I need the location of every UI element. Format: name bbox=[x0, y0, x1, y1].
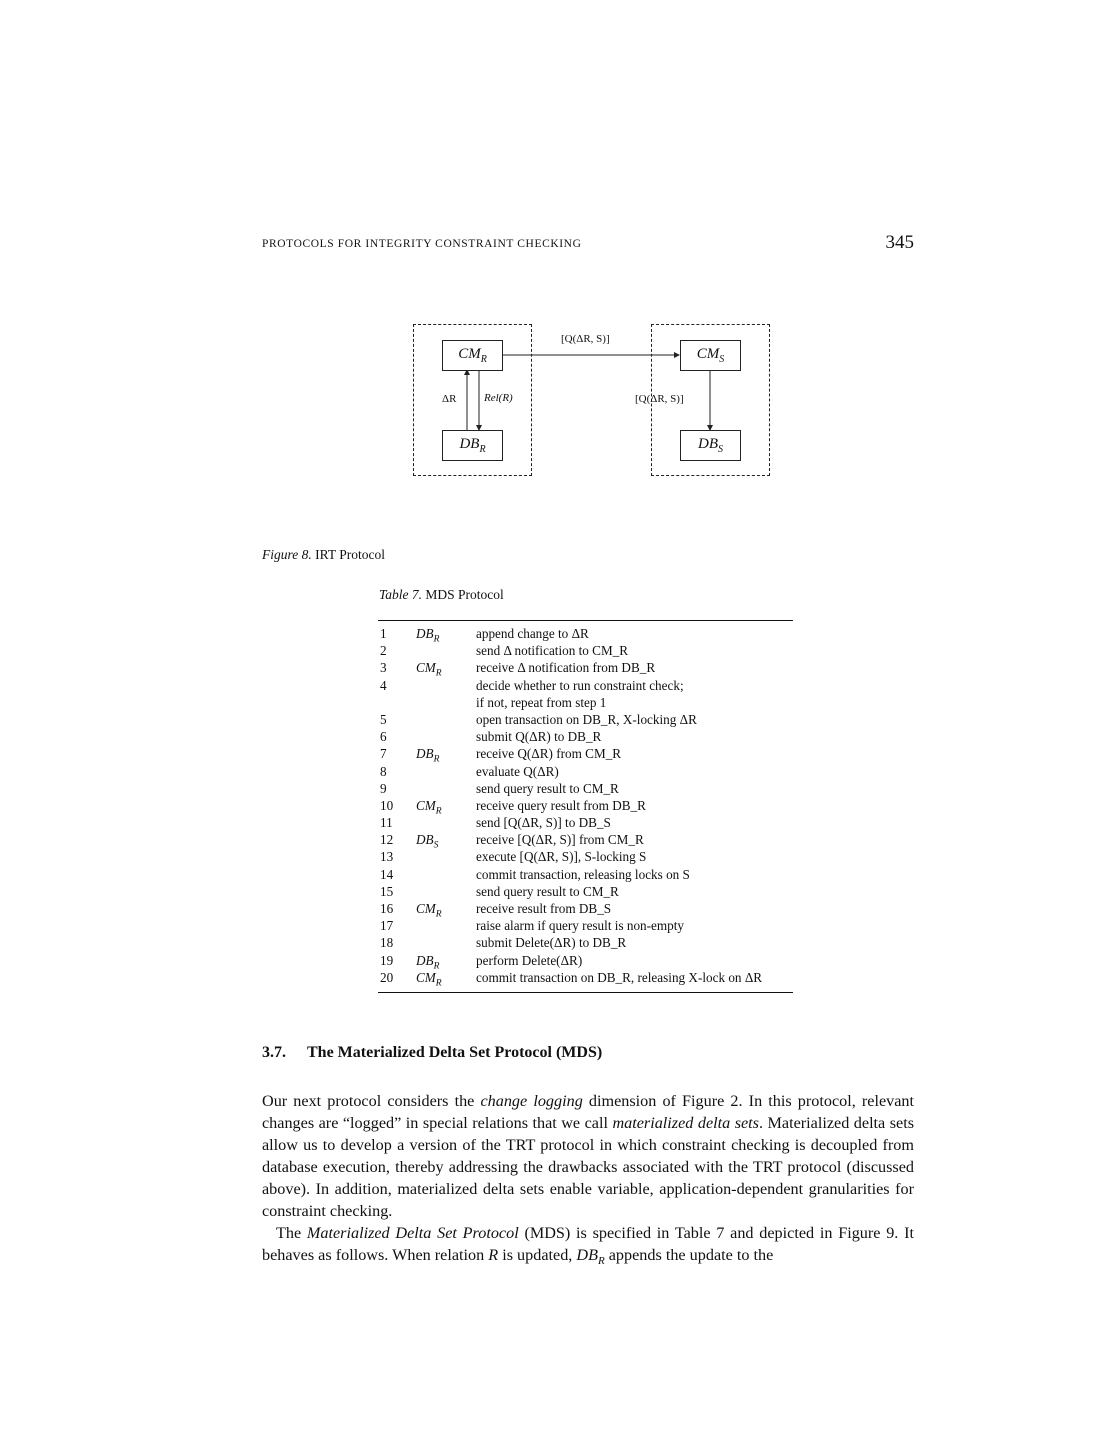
text-run: . Materialized delta sets allow us to develop a version of the TRT protocol in which constraint checking is decoupled from database execution, thereby addressing the drawbacks associated with the TRT protocol (discussed above). In addition, materialized delta sets enable variable, application-dependent granularities for constraint checking. bbox=[262, 1114, 915, 1220]
action: send query result to CM_R bbox=[476, 883, 619, 899]
table-row bbox=[378, 642, 793, 659]
top-arrow-label: [Q(ΔR, S)] bbox=[561, 333, 610, 345]
step-number: 14 bbox=[380, 866, 394, 882]
running-header bbox=[262, 232, 914, 256]
table-row bbox=[378, 659, 793, 680]
action: receive [Q(ΔR, S)] from CM_R bbox=[476, 832, 644, 848]
step-number: 7 bbox=[380, 746, 387, 762]
action: send [Q(ΔR, S)] to DB_S bbox=[476, 815, 611, 831]
actor bbox=[416, 917, 476, 934]
actor bbox=[416, 642, 476, 659]
action: send query result to CM_R bbox=[476, 780, 619, 796]
emphasis-change-logging: change logging bbox=[480, 1092, 583, 1110]
actor: $CM_R$ bbox=[416, 660, 442, 680]
table-row bbox=[378, 866, 793, 883]
db-r-label: $DB_R$ bbox=[459, 436, 486, 455]
step-number: 13 bbox=[380, 849, 394, 865]
actor: $CM_R$ bbox=[416, 969, 442, 989]
step-number: 4 bbox=[380, 677, 387, 693]
step-number: 3 bbox=[380, 660, 387, 676]
action: send Δ notification to CM_R bbox=[476, 643, 629, 659]
actor: $DB_R$ bbox=[416, 746, 440, 765]
step-number: 9 bbox=[380, 780, 387, 796]
step-number: 16 bbox=[380, 901, 394, 916]
emphasis-protocol-name: Materialized Delta Set Protocol bbox=[306, 1224, 519, 1242]
db-r-node bbox=[442, 430, 503, 461]
step-number: 17 bbox=[380, 918, 394, 934]
figure-caption-text: IRT Protocol bbox=[315, 547, 385, 562]
action: perform Delete(ΔR) bbox=[476, 952, 583, 968]
actor: $DB_R$ bbox=[416, 626, 440, 645]
action: receive Q(ΔR) from CM_R bbox=[476, 746, 622, 762]
step-number: 20 bbox=[380, 969, 394, 985]
step-number: 11 bbox=[380, 815, 393, 831]
delta-r-label: ΔR bbox=[442, 393, 457, 405]
actor bbox=[416, 677, 476, 694]
table-row bbox=[378, 625, 793, 645]
table-row bbox=[378, 677, 793, 694]
table-row bbox=[378, 952, 793, 972]
math-r: R bbox=[488, 1246, 499, 1264]
actor bbox=[416, 728, 476, 745]
cm-r-label: $CM_R$ bbox=[458, 346, 487, 365]
actor bbox=[416, 780, 476, 797]
page-number: 345 bbox=[885, 232, 914, 253]
step-number: 15 bbox=[380, 883, 394, 899]
action: open transaction on DB_R, X-locking ΔR bbox=[476, 711, 697, 727]
figure-caption-label: Figure 8. bbox=[262, 547, 312, 562]
action: submit Delete(ΔR) to DB_R bbox=[476, 935, 627, 951]
step-number: 1 bbox=[380, 626, 387, 641]
action: decide whether to run constraint check; bbox=[476, 677, 684, 693]
action: append change to ΔR bbox=[476, 626, 589, 641]
actor bbox=[416, 694, 476, 711]
step-number: 10 bbox=[380, 797, 394, 813]
emphasis-materialized-delta-sets: materialized delta sets bbox=[612, 1114, 759, 1132]
body-paragraph-1 bbox=[262, 1090, 914, 1222]
db-s-node bbox=[680, 430, 741, 461]
actor bbox=[416, 814, 476, 831]
table-caption bbox=[379, 587, 504, 603]
text-run: The bbox=[276, 1224, 307, 1242]
action: commit transaction, releasing locks on S bbox=[476, 866, 690, 882]
cm-s-label: $CM_S$ bbox=[696, 346, 725, 365]
table-row bbox=[378, 917, 793, 934]
table-row bbox=[378, 780, 793, 797]
table-row bbox=[378, 814, 793, 831]
text-run: (MDS) is specified in Table 7 and depicted in Figure 9. It behaves as follows. When relation bbox=[262, 1224, 914, 1264]
table-row bbox=[378, 934, 793, 951]
table-row bbox=[378, 900, 793, 920]
math-db: DB bbox=[576, 1246, 598, 1264]
step-number: 8 bbox=[380, 763, 387, 779]
step-number: 12 bbox=[380, 832, 394, 848]
action: if not, repeat from step 1 bbox=[476, 694, 607, 710]
step-number: 19 bbox=[380, 952, 394, 968]
table-row bbox=[378, 883, 793, 900]
text-run: dimension of Figure 2. In this protocol, relevant changes are “logged” in special relations that we call bbox=[262, 1092, 915, 1132]
actor bbox=[416, 763, 476, 780]
table-caption-label: Table 7. bbox=[379, 587, 423, 602]
mds-protocol-table bbox=[378, 620, 793, 993]
action: receive query result from DB_R bbox=[476, 797, 646, 813]
action: submit Q(ΔR) to DB_R bbox=[476, 729, 602, 745]
step-number: 2 bbox=[380, 643, 387, 659]
actor: $CM_R$ bbox=[416, 901, 442, 920]
cm-s-node bbox=[680, 340, 741, 371]
right-arrow-label: [Q(ΔR, S)] bbox=[635, 393, 684, 405]
body-paragraph-2 bbox=[262, 1222, 914, 1272]
rel-r-label: Rel(R) bbox=[484, 392, 513, 404]
table-row bbox=[378, 848, 793, 865]
table-row bbox=[378, 711, 793, 728]
text-run: Our next protocol considers the bbox=[262, 1092, 481, 1110]
step-number bbox=[378, 694, 416, 711]
action: commit transaction on DB_R, releasing X-lock on ΔR bbox=[476, 969, 763, 985]
text-run: is updated, bbox=[498, 1246, 577, 1264]
table-row bbox=[378, 797, 793, 817]
table-row bbox=[378, 831, 793, 851]
table-caption-text: MDS Protocol bbox=[425, 587, 504, 602]
table-row bbox=[378, 763, 793, 780]
action: receive Δ notification from DB_R bbox=[476, 660, 656, 676]
actor bbox=[416, 848, 476, 865]
step-number: 5 bbox=[380, 711, 387, 727]
actor bbox=[416, 934, 476, 951]
table-row bbox=[378, 745, 793, 765]
section-heading bbox=[262, 1044, 602, 1062]
action: receive result from DB_S bbox=[476, 901, 612, 916]
actor: $DB_R$ bbox=[416, 952, 440, 972]
table-row bbox=[378, 969, 793, 989]
action: execute [Q(ΔR, S)], S-locking S bbox=[476, 849, 647, 865]
running-header-title: PROTOCOLS FOR INTEGRITY CONSTRAINT CHECKING bbox=[262, 238, 582, 250]
math-subscript: R bbox=[597, 1255, 605, 1268]
table-row bbox=[378, 728, 793, 745]
figure-caption bbox=[262, 547, 385, 563]
table-row bbox=[378, 694, 793, 711]
section-number: 3.7. bbox=[262, 1044, 286, 1061]
irt-protocol-diagram bbox=[411, 322, 771, 478]
actor bbox=[416, 866, 476, 883]
section-title: The Materialized Delta Set Protocol (MDS) bbox=[307, 1044, 603, 1061]
actor bbox=[416, 711, 476, 728]
action: raise alarm if query result is non-empty bbox=[476, 918, 685, 934]
actor: $CM_R$ bbox=[416, 797, 442, 817]
actor bbox=[416, 883, 476, 900]
text-run: appends the update to the bbox=[604, 1246, 774, 1264]
cm-r-node bbox=[442, 340, 503, 371]
db-s-label: $DB_S$ bbox=[698, 436, 723, 455]
action: evaluate Q(ΔR) bbox=[476, 763, 559, 779]
step-number: 6 bbox=[380, 729, 387, 745]
actor: $DB_S$ bbox=[416, 832, 439, 851]
step-number: 18 bbox=[380, 935, 394, 951]
